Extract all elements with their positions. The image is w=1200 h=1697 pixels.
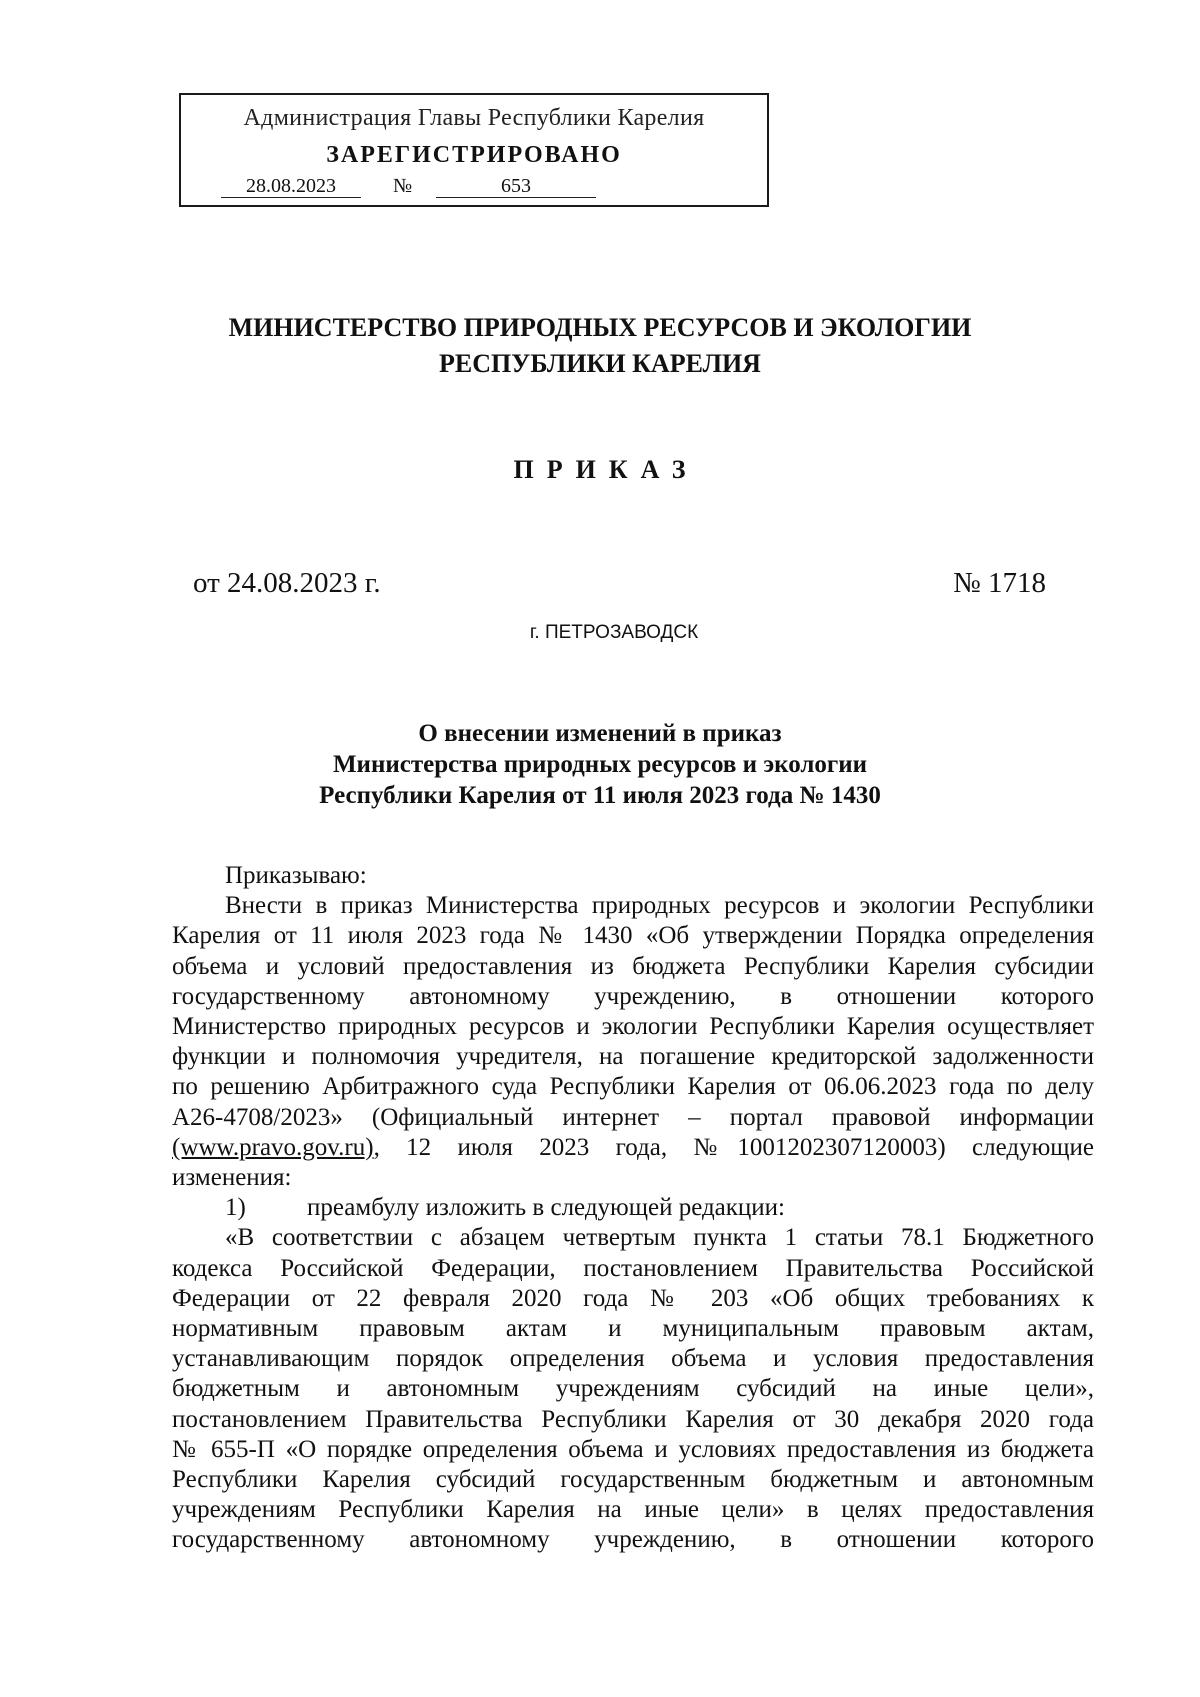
stamp-registered-label: ЗАРЕГИСТРИРОВАНО — [326, 142, 622, 168]
subject-line1: О внесении изменений в приказ — [418, 720, 782, 747]
body-line: кодекса Российской Федерации, постановлением Правительства Российской — [172, 1254, 1094, 1282]
order-subject — [0, 718, 1200, 811]
body-line-tail: , 12 июля 2023 года, №1001202307120003) следующие — [373, 1133, 1094, 1161]
ministry-name-line2: РЕСПУБЛИКИ КАРЕЛИЯ — [439, 349, 761, 378]
stamp-date: 28.08.2023 — [221, 175, 361, 198]
body-line: № 655-П «О порядке определения объема и условиях предоставления из бюджета — [172, 1435, 1094, 1463]
order-body — [172, 861, 1094, 1556]
city: г. ПЕТРОЗАВОДСК — [529, 622, 699, 643]
ministry-name-line1: МИНИСТЕРСТВО ПРИРОДНЫХ РЕСУРСОВ И ЭКОЛОГИИ — [228, 313, 972, 342]
body-line: Республики Карелия субсидий государственным бюджетным и автономным — [172, 1466, 1094, 1494]
body-line: объема и условий предоставления из бюджета Республики Карелия субсидии — [172, 952, 1094, 980]
pravo-link[interactable]: (www.pravo.gov.ru) — [172, 1133, 374, 1161]
body-line: государственному автономному учреждению, в отношении которого — [172, 982, 1094, 1010]
paragraph-amendment — [172, 891, 1094, 1193]
stamp-number: 653 — [436, 175, 596, 198]
stamp-number-sign: № — [393, 175, 413, 197]
list-item — [172, 1193, 1094, 1223]
body-line: функции и полномочия учредителя, на погашение кредиторской задолженности — [172, 1043, 1094, 1071]
body-line: нормативным правовым актам и муниципальным правовым актам, — [172, 1315, 1094, 1343]
document-type: ПРИКАЗ — [513, 455, 699, 484]
list-item-number: 1) — [225, 1194, 246, 1222]
body-line: изменения: — [172, 1164, 292, 1192]
subject-line3: Республики Карелия от 11 июля 2023 года № 1430 — [319, 782, 881, 809]
body-line: «В соответствии с абзацем четвертым пункта 1 статьи 78.1 Бюджетного — [225, 1224, 1094, 1252]
registration-stamp — [179, 93, 769, 207]
ministry-name — [0, 310, 1200, 382]
body-line: А26-4708/2023» (Официальный интернет – портал правовой информации — [172, 1103, 1094, 1131]
order-number: № 1718 — [953, 567, 1046, 599]
list-item-text: преамбулу изложить в следующей редакции: — [307, 1194, 786, 1222]
body-line: по решению Арбитражного суда Республики Карелия от 06.06.2023 года по делу — [172, 1073, 1094, 1101]
body-line-with-link — [172, 1133, 1094, 1163]
body-line: бюджетным и автономным учреждениям субсидий на иные цели», — [172, 1375, 1094, 1403]
subject-line2: Министерства природных ресурсов и экологии — [332, 751, 868, 778]
body-line: Министерство природных ресурсов и экологии Республики Карелия осуществляет — [172, 1013, 1094, 1041]
body-line: Федерации от 22 февраля 2020 года № 203 «Об общих требованиях к — [172, 1284, 1094, 1312]
stamp-authority: Администрация Главы Республики Карелия — [243, 105, 705, 131]
order-word: Приказываю: — [225, 862, 367, 889]
paragraph-preamble — [172, 1223, 1094, 1555]
body-line: постановлением Правительства Республики Карелия от 30 декабря 2020 года — [172, 1405, 1094, 1433]
order-date: от 24.08.2023 г. — [193, 567, 381, 599]
body-line: устанавливающим порядок определения объема и условия предоставления — [172, 1345, 1094, 1373]
body-line: Внести в приказ Министерства природных ресурсов и экологии Республики — [225, 892, 1094, 920]
body-line: государственному автономному учреждению, в отношении которого — [172, 1526, 1094, 1554]
body-line: учреждениям Республики Карелия на иные цели» в целях предоставления — [172, 1496, 1094, 1524]
body-line: Карелия от 11 июля 2023 года № 1430 «Об утверждении Порядка определения — [172, 922, 1094, 950]
